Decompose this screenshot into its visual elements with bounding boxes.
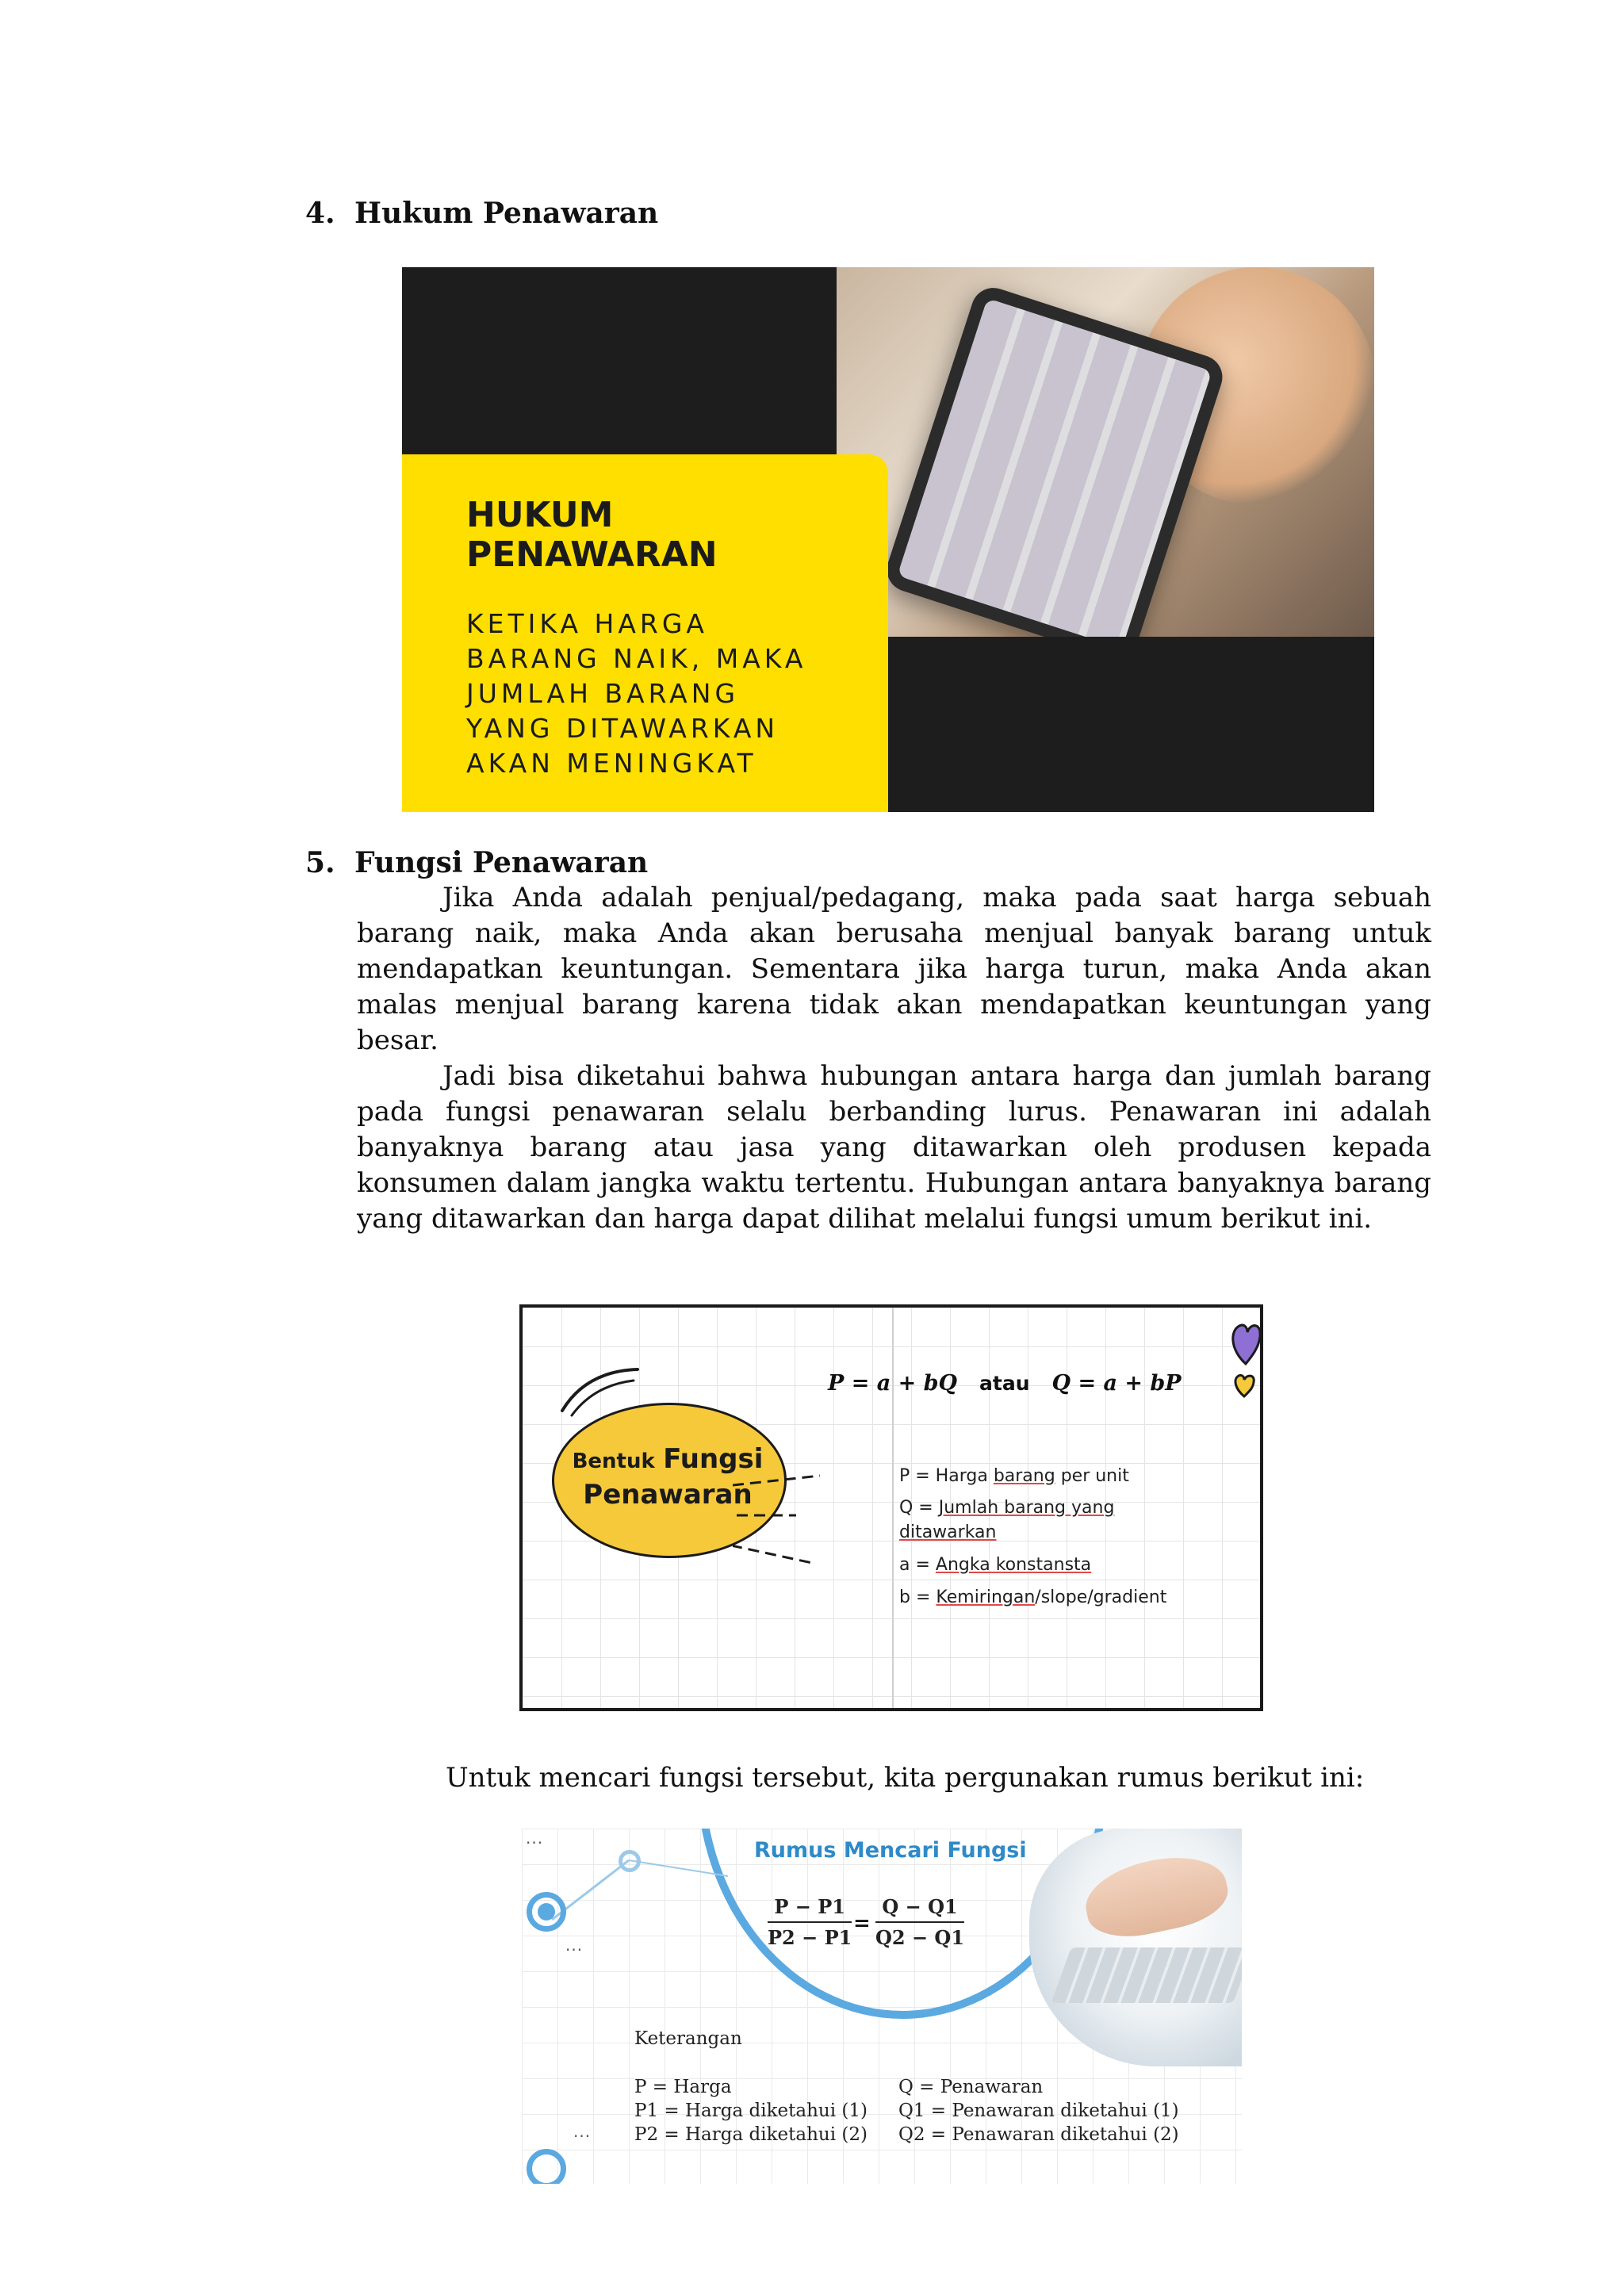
- definition-p: P = Harga barang per unit: [899, 1466, 1129, 1486]
- banner-title-line: HUKUM: [466, 495, 614, 535]
- banner-subtitle-line: BARANG NAIK, MAKA: [466, 643, 807, 674]
- legend-right-item: Q = Penawaran: [898, 2077, 1044, 2097]
- blob-label-line2: Penawaran: [583, 1479, 753, 1511]
- definition-q-cont: ditawarkan: [899, 1522, 997, 1542]
- equation-q: Q = a + bP: [1051, 1371, 1182, 1396]
- small-ring-icon: [619, 1850, 641, 1872]
- fraction-right-numerator: Q − Q1: [875, 1895, 964, 1923]
- dots: ...: [526, 1829, 544, 1848]
- blob-label-big: Fungsi: [663, 1443, 764, 1475]
- banner-subtitle-line: JUMLAH BARANG: [466, 678, 740, 709]
- hand-icon: [1079, 1846, 1234, 1945]
- equals-sign: =: [853, 1912, 871, 1936]
- section-5-heading: [305, 846, 648, 879]
- section-5-title: Fungsi Penawaran: [354, 846, 649, 879]
- definition-a: a = Angka konstansta: [899, 1555, 1092, 1575]
- section-4-title: Hukum Penawaran: [354, 197, 659, 230]
- banner-title-line: PENAWARAN: [466, 534, 718, 575]
- banner-subtitle-line: KETIKA HARGA: [466, 608, 708, 639]
- figure-caption: Untuk mencari fungsi tersebut, kita pergunakan rumus berikut ini:: [446, 1762, 1365, 1794]
- fraction-left-denominator: P2 − P1: [768, 1926, 852, 1949]
- definition-b: b = Kemiringan/slope/gradient: [899, 1587, 1167, 1607]
- general-equation: [828, 1371, 1182, 1396]
- dots: ...: [573, 2122, 592, 2141]
- keyboard-icon: [1051, 1947, 1242, 2003]
- yellow-heart-icon: [1231, 1369, 1258, 1400]
- legend-left-item: P1 = Harga diketahui (1): [634, 2101, 868, 2121]
- blob-label-small: Bentuk: [572, 1450, 655, 1473]
- fraction-left-numerator: P − P1: [768, 1895, 852, 1923]
- rumus-title: Rumus Mencari Fungsi: [754, 1838, 1027, 1863]
- section-4-heading: [305, 197, 658, 230]
- rumus-mencari-fungsi-figure: [522, 1829, 1242, 2184]
- definition-q: Q = Jumlah barang yang: [899, 1498, 1115, 1518]
- typing-photo: [1029, 1829, 1242, 2066]
- fraction-right: [875, 1895, 964, 1949]
- fraction-right-denominator: Q2 − Q1: [875, 1926, 965, 1949]
- legend-left-item: P2 = Harga diketahui (2): [634, 2124, 868, 2145]
- equation-or: atau: [979, 1372, 1030, 1395]
- banner-title: [466, 496, 718, 575]
- connector-dashes: [733, 1466, 899, 1601]
- ring-dot-icon: [538, 1903, 555, 1921]
- ring-icon: [527, 2149, 566, 2184]
- legend-right-item: Q2 = Penawaran diketahui (2): [898, 2124, 1179, 2145]
- section-5-body: [357, 880, 1431, 1237]
- banner-subtitle-line: AKAN MENINGKAT: [466, 748, 757, 779]
- paragraph: Jika Anda adalah penjual/pedagang, maka pada saat harga sebuah barang naik, maka Anda akan berusaha menjual banyak barang untuk mendapatkan keuntungan. Sementara jika harga turun, maka Anda akan malas menjual barang karena tidak akan mendapatkan keuntungan yang besar.: [357, 882, 1431, 1056]
- paragraph: Jadi bisa diketahui bahwa hubungan antara harga dan jumlah barang pada fungsi penawaran selalu berbanding lurus. Penawaran ini adalah banyaknya barang atau jasa yang ditawarkan oleh produsen kepada konsumen dalam jangka waktu tertentu. Hubungan antara banyaknya barang yang ditawarkan dan harga dapat dilihat melalui fungsi umum berikut ini.: [357, 1060, 1431, 1235]
- banner-subtitle: [466, 607, 806, 781]
- section-4-number: 4.: [305, 197, 335, 230]
- keterangan-label: Keterangan: [634, 2028, 742, 2049]
- dots: ...: [565, 1936, 584, 1955]
- section-5-number: 5.: [305, 846, 335, 879]
- equation-p: P = a + bQ: [828, 1371, 958, 1396]
- legend-right-item: Q1 = Penawaran diketahui (1): [898, 2101, 1179, 2121]
- fungsi-penawaran-figure: [519, 1304, 1263, 1711]
- banner-subtitle-line: YANG DITAWARKAN: [466, 713, 779, 744]
- tablet-photo: [837, 267, 1374, 637]
- purple-heart-icon: [1228, 1319, 1263, 1367]
- legend-left-item: P = Harga: [634, 2077, 732, 2097]
- fraction-left: [768, 1895, 852, 1949]
- hukum-penawaran-banner: [402, 267, 1374, 812]
